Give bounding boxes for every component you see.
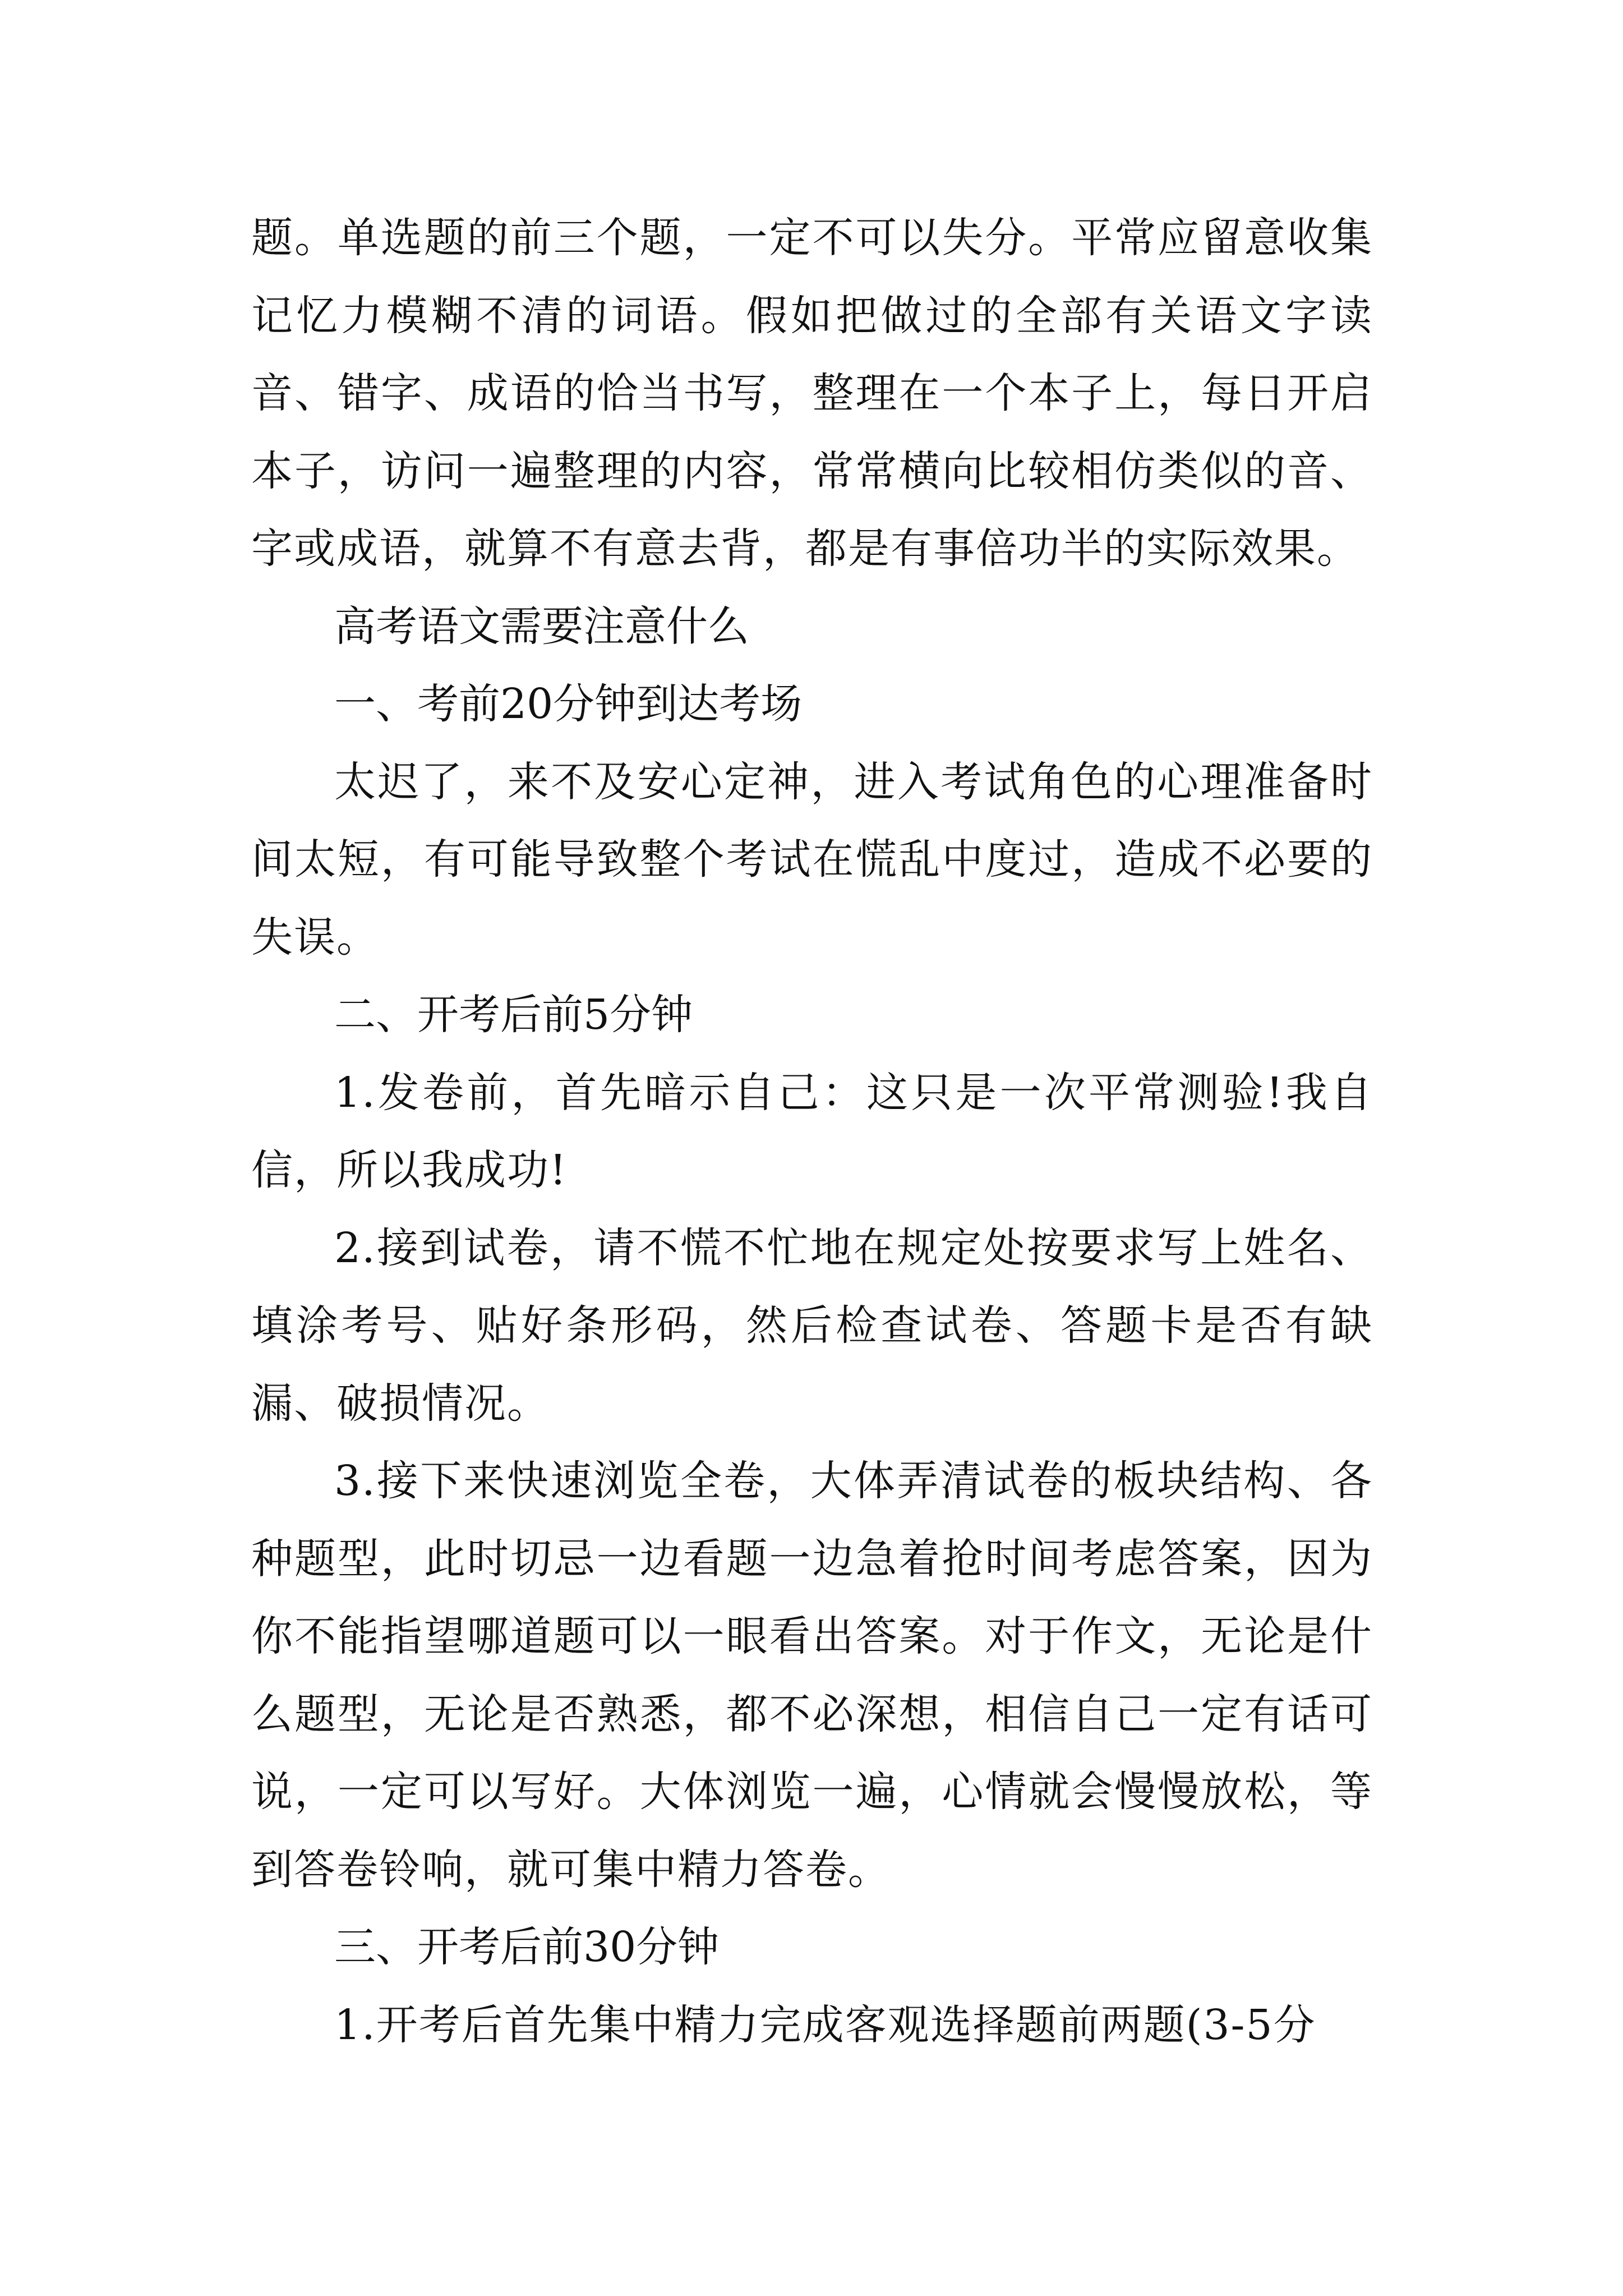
section-heading-3: 三、开考后前30分钟 (334, 1923, 720, 1971)
section-title: 高考语文需要注意什么 (334, 602, 749, 651)
paragraph-continuation: 题。单选题的前三个题，一定不可以失分。平常应留意收集记忆力模糊不清的词语。假如把做过的全部有关语文字读音、错字、成语的恰当书写，整理在一个本子上，每日开启本子，访问一遍整理的内容，常常横向比较相仿类似的音、字或成语，就算不有意去背，都是有事倍功半的实际效果。 (251, 214, 1373, 573)
list-item-3: 3.接下来快速浏览全卷，大体弄清试卷的板块结构、各种题型，此时切忌一边看题一边急着抢时间考虑答案，因为你不能指望哪道题可以一眼看出答案。对于作文，无论是什么题型，无论是否熟悉，都不必深想，相信自己一定有话可说，一定可以写好。大体浏览一遍，心情就会慢慢放松，等到答卷铃响，就可集中精力答卷。 (251, 1457, 1373, 1894)
list-item-2: 2.接到试卷，请不慌不忙地在规定处按要求写上姓名、填涂考号、贴好条形码，然后检查试卷、答题卡是否有缺漏、破损情况。 (251, 1223, 1373, 1428)
paragraph-arrive-early: 太迟了，来不及安心定神，进入考试角色的心理准备时间太短，有可能导致整个考试在慌乱中度过，造成不必要的失误。 (251, 757, 1373, 961)
document-body (251, 199, 1373, 2064)
section-heading-2: 二、开考后前5分钟 (334, 991, 693, 1039)
list-item-1: 1.发卷前，首先暗示自己：这只是一次平常测验!我自信，所以我成功! (251, 1068, 1373, 1194)
section-heading-1: 一、考前20分钟到达考场 (334, 680, 803, 728)
list-item-1-continued: 1.开考后首先集中精力完成客观选择题前两题(3-5分 (334, 2000, 1316, 2049)
